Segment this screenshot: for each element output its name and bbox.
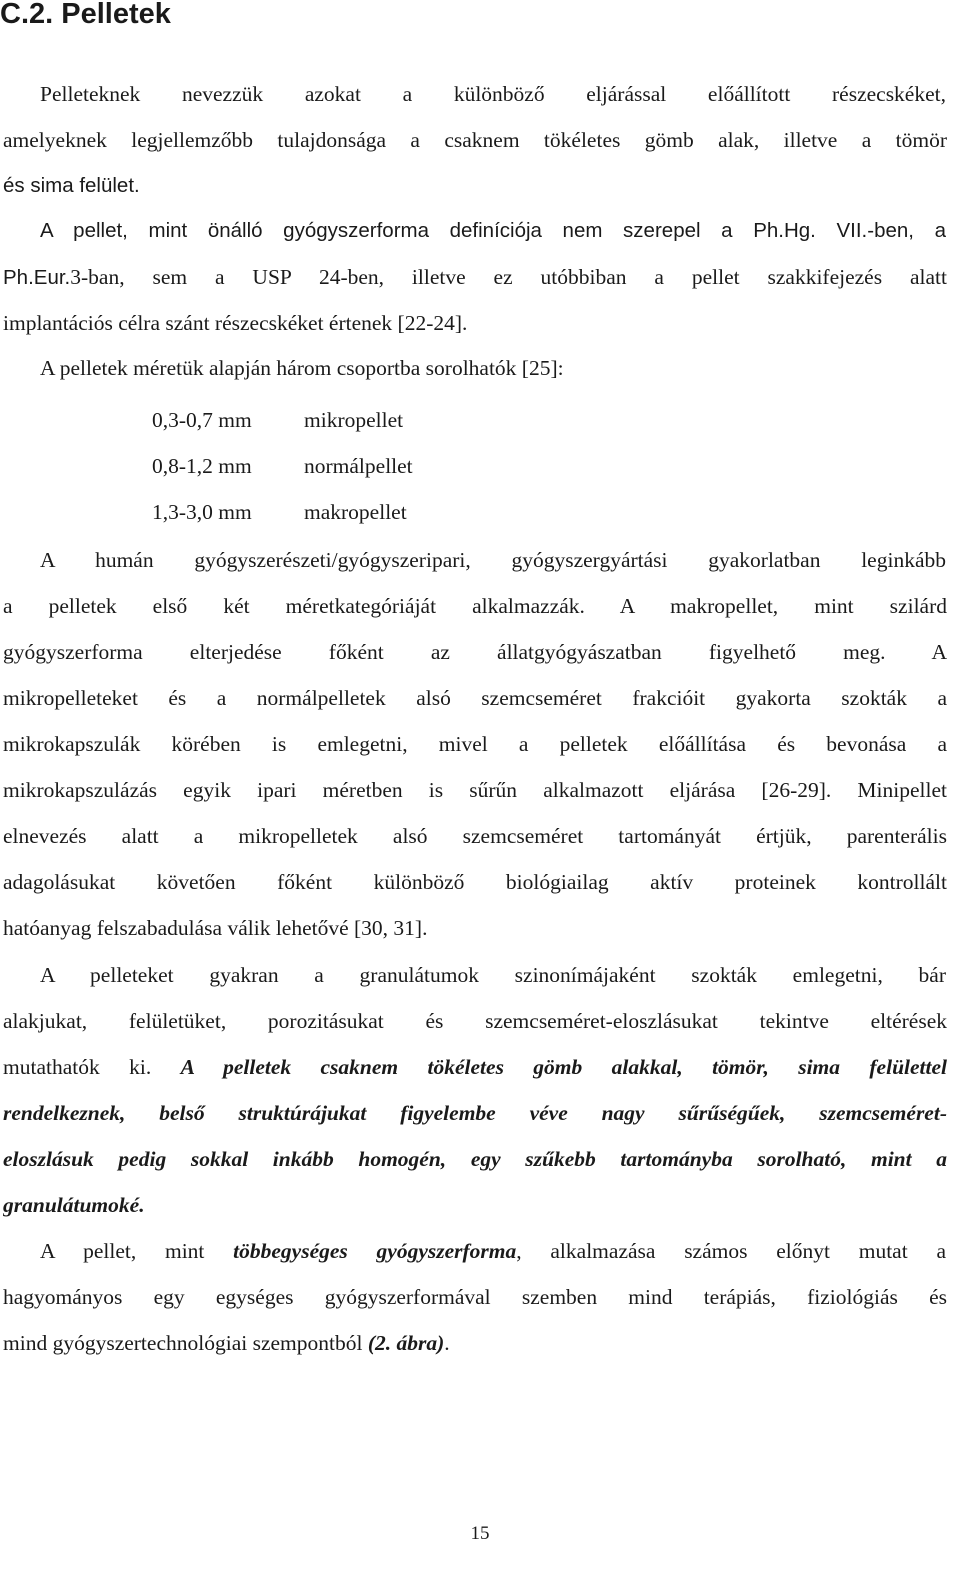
p6-line-3 xyxy=(3,1328,947,1358)
p5-line-5: eloszlásuk pedig sokkal inkább homogén, egy szűkebb tartományba sorolható, mint a xyxy=(3,1147,947,1171)
emphasis-text: többegységes gyógyszerforma xyxy=(233,1239,517,1263)
size-name: makropellet xyxy=(304,500,407,524)
p4-line-9: hatóanyag felszabadulása válik lehetővé [30, 31]. xyxy=(3,916,428,940)
p5-line-3-text: mutathatók ki. xyxy=(3,1055,181,1079)
pheur-abbr: Ph.Eur. xyxy=(3,266,71,289)
p5-line-4: rendelkeznek, belső struktúrájukat figyelembe véve nagy sűrűségűek, szemcseméret- xyxy=(3,1101,947,1125)
size-name: mikropellet xyxy=(304,408,404,432)
size-range: 1,3-3,0 mm xyxy=(152,500,252,524)
p6-line-2: hagyományos egy egységes gyógyszerformával szemben mind terápiás, fiziológiás és xyxy=(3,1285,947,1309)
p4-line-2: a pelletek első két méretkategóriáját alkalmazzák. A makropellet, mint szilárd xyxy=(3,594,947,618)
size-range: 0,3-0,7 mm xyxy=(152,408,252,432)
p4-line-3: gyógyszerforma elterjedése főként az állatgyógyászatban figyelhető meg. A xyxy=(3,640,947,664)
p4-line-5: mikrokapszulák körében is emlegetni, mivel a pelletek előállítása és bevonása a xyxy=(3,732,947,756)
page-number: 15 xyxy=(470,1523,490,1544)
size-range: 0,8-1,2 mm xyxy=(152,454,252,478)
size-name: normálpellet xyxy=(304,454,413,478)
p1-line-3: és sima felület. xyxy=(3,174,140,197)
p1-line-2: amelyeknek legjellemzőbb tulajdonsága a csaknem tökéletes gömb alak, illetve a tömör xyxy=(3,128,947,152)
p2-line-1: A pellet, mint önálló gyógyszerforma definíciója nem szerepel a Ph.Hg. VII.-ben, a xyxy=(40,219,946,242)
p6-line-1-text-a: A pellet, mint xyxy=(40,1239,234,1263)
p5-line-1: A pelleteket gyakran a granulátumok szinonímájaként szokták emlegetni, bár xyxy=(40,963,946,987)
p4-line-8: adagolásukat követően főként különböző biológiailag aktív proteinek kontrollált xyxy=(3,870,947,894)
p6-line-1 xyxy=(40,1236,946,1266)
p3-intro: A pelletek méretük alapján három csoportba sorolhatók [25]: xyxy=(40,356,564,380)
p6-line-1-text-c: , alkalmazása számos előnyt mutat a xyxy=(516,1239,946,1263)
p5-line-6: granulátumoké. xyxy=(3,1193,145,1217)
emphasis-text: A pelletek csaknem tökéletes gömb alakkal, tömör, sima felülettel xyxy=(180,1055,947,1079)
p6-line-3-end: . xyxy=(444,1331,450,1355)
section-heading: C.2. Pelletek xyxy=(0,0,171,30)
p1-line-1: Pelleteknek nevezzük azokat a különböző eljárással előállított részecskéket, xyxy=(40,82,946,106)
p2-line-3: implantációs célra szánt részecskéket értenek [22-24]. xyxy=(3,311,468,335)
p6-line-3-text: mind gyógyszertechnológiai szempontból xyxy=(3,1331,368,1355)
size-row-micro xyxy=(152,405,403,435)
p2-line-2 xyxy=(3,262,947,292)
p4-line-4: mikropelleteket és a normálpelletek alsó szemcseméret frakcióit gyakorta szokták a xyxy=(3,686,947,710)
p5-line-2: alakjukat, felületüket, porozitásukat és szemcseméret-eloszlásukat tekintve eltérések xyxy=(3,1009,947,1033)
p2-line-2-text: 3-ban, sem a USP 24-ben, illetve ez utóbbiban a pellet szakkifejezés alatt xyxy=(70,265,947,289)
p4-line-7: elnevezés alatt a mikropelletek alsó szemcseméret tartományát értjük, parenterális xyxy=(3,824,947,848)
p4-line-6: mikrokapszulázás egyik ipari méretben is sűrűn alkalmazott eljárása [26-29]. Minipellet xyxy=(3,778,947,802)
size-row-macro xyxy=(152,497,407,527)
size-row-normal xyxy=(152,451,413,481)
figure-reference[interactable]: (2. ábra) xyxy=(367,1331,445,1355)
p4-line-1: A humán gyógyszerészeti/gyógyszeripari, gyógyszergyártási gyakorlatban leginkább xyxy=(40,548,946,572)
p5-line-3 xyxy=(3,1052,947,1082)
